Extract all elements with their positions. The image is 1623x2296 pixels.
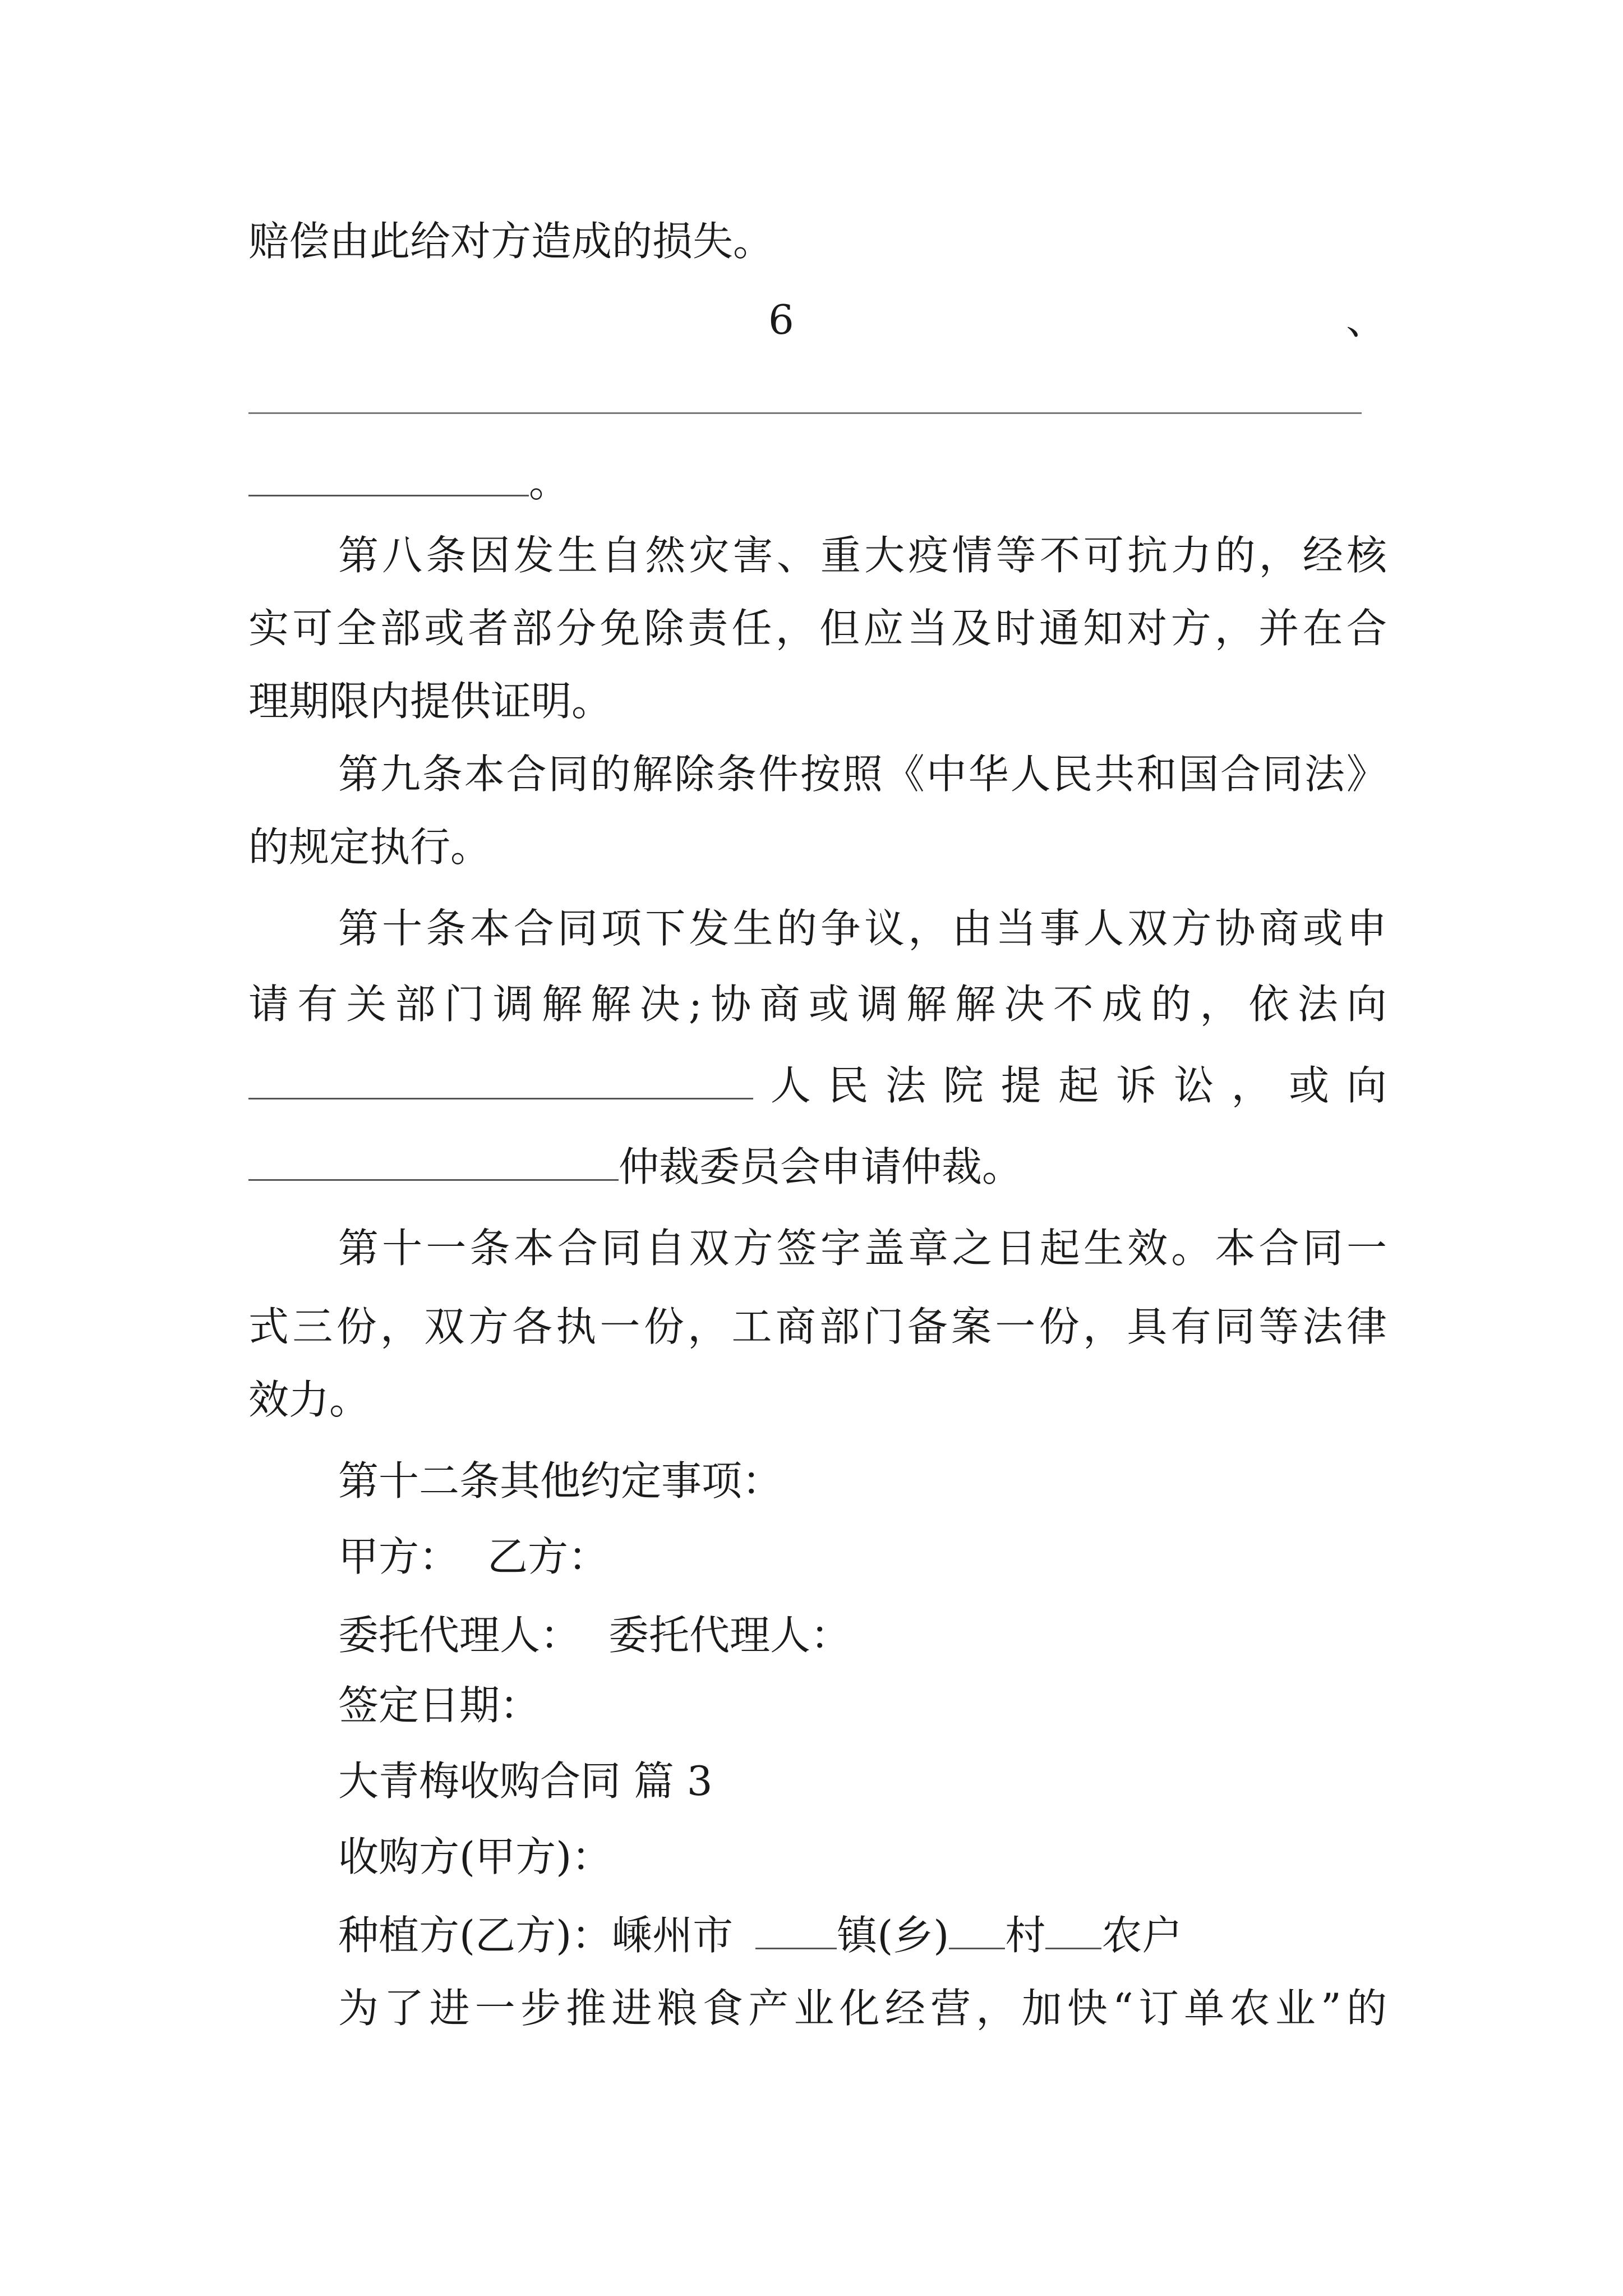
text-char: 快 xyxy=(1067,1985,1108,2032)
text-char: 合 xyxy=(1258,1225,1299,1272)
text-char: 推 xyxy=(566,1985,607,2032)
text-char: 一 xyxy=(995,1303,1036,1350)
text-char: 第 xyxy=(338,751,379,798)
text-char: 发 xyxy=(689,905,730,952)
text-char: 份 xyxy=(643,1303,684,1350)
grower-prefix: 种植方(乙方)：嵊州市 xyxy=(338,1912,734,1959)
text-char: 业 xyxy=(1275,1985,1316,2032)
paragraph-line: 赔偿由此给对方造成的损失。 xyxy=(248,218,774,265)
court-char: 讼 xyxy=(1173,1062,1214,1109)
text-char: ， xyxy=(1082,1303,1123,1350)
text-char: 方 xyxy=(1171,905,1212,952)
article-8-line-2 xyxy=(248,600,1387,656)
text-char: 合 xyxy=(506,751,547,798)
text-char: 责 xyxy=(688,605,728,652)
village-label: 村 xyxy=(1005,1912,1046,1959)
text-char: 解 xyxy=(906,981,947,1028)
text-char: “ xyxy=(1112,1985,1133,2032)
text-char: 一 xyxy=(426,1225,467,1272)
court-char: 向 xyxy=(1346,1062,1387,1109)
text-char: 疫 xyxy=(908,532,949,579)
text-char: 等 xyxy=(1258,1303,1299,1350)
text-char: 核 xyxy=(1346,532,1387,579)
text-char: 合 xyxy=(557,1225,598,1272)
text-char: 及 xyxy=(951,605,992,652)
text-char: 自 xyxy=(601,532,642,579)
article-9-line-1 xyxy=(338,746,1387,802)
text-char: 进 xyxy=(429,1985,470,2032)
text-char: 抗 xyxy=(1127,532,1168,579)
text-char: 向 xyxy=(1346,981,1387,1028)
text-char: 部 xyxy=(511,605,552,652)
text-char: 的 xyxy=(776,905,817,952)
court-char: 或 xyxy=(1289,1062,1330,1109)
text-char: 条 xyxy=(422,751,463,798)
text-char: 条 xyxy=(426,905,467,952)
text-char: 或 xyxy=(424,605,465,652)
text-char: 由 xyxy=(952,905,993,952)
text-char: 大 xyxy=(864,532,905,579)
text-char: 第 xyxy=(338,532,379,579)
item-number: 6 xyxy=(768,296,794,343)
text-char: 律 xyxy=(1346,1303,1387,1350)
text-char: 式 xyxy=(248,1303,289,1350)
article-11-line-3: 效力。 xyxy=(248,1376,370,1423)
text-char: 可 xyxy=(292,605,333,652)
text-char: 当 xyxy=(907,605,948,652)
parties-line xyxy=(338,1529,1387,1585)
town-label: 镇(乡) xyxy=(837,1912,949,1959)
item-mark: 、 xyxy=(1346,296,1387,343)
text-char: 人 xyxy=(1010,751,1051,798)
text-char: 除 xyxy=(674,751,715,798)
text-char: 人 xyxy=(1083,905,1124,952)
court-char: ， xyxy=(1231,1062,1272,1109)
agents-line xyxy=(338,1607,1387,1663)
sign-date-label: 签定日期： xyxy=(338,1682,541,1729)
text-char: 方 xyxy=(732,1225,773,1272)
text-char: 方 xyxy=(468,1303,509,1350)
text-char: 不 xyxy=(1039,532,1080,579)
text-char: 十 xyxy=(382,905,423,952)
text-char: 同 xyxy=(1262,751,1303,798)
text-char: 或 xyxy=(808,981,849,1028)
text-char: 调 xyxy=(857,981,898,1028)
text-char: 单 xyxy=(1184,1985,1225,2032)
text-char: 粮 xyxy=(657,1985,698,2032)
text-char: 同 xyxy=(1214,1303,1255,1350)
text-char: 等 xyxy=(995,532,1036,579)
text-char: 份 xyxy=(336,1303,377,1350)
text-char: 对 xyxy=(1127,605,1168,652)
text-char: 签 xyxy=(776,1225,817,1272)
text-char: 步 xyxy=(520,1985,561,2032)
text-char: 双 xyxy=(1127,905,1168,952)
text-char: 中 xyxy=(926,751,967,798)
text-char: 》 xyxy=(1346,751,1387,798)
text-char: 的 xyxy=(1215,532,1256,579)
text-char: 国 xyxy=(1178,751,1219,798)
text-char: 申 xyxy=(1346,905,1387,952)
text-char: 加 xyxy=(1021,1985,1062,2032)
text-char: 任 xyxy=(731,605,772,652)
text-char: 依 xyxy=(1248,981,1289,1028)
article-11-line-2 xyxy=(248,1299,1387,1355)
text-char: 议 xyxy=(864,905,905,952)
text-char: 一 xyxy=(1346,1225,1387,1272)
text-char: 效 xyxy=(1127,1225,1168,1272)
text-char: 当 xyxy=(995,905,1036,952)
text-char: 十 xyxy=(382,1225,423,1272)
text-char: 本 xyxy=(469,905,510,952)
article-8-line-3: 理期限内提供证明。 xyxy=(248,678,612,725)
text-char: 可 xyxy=(1083,532,1124,579)
text-char: 共 xyxy=(1094,751,1135,798)
text-char: 并 xyxy=(1258,605,1299,652)
text-char: 有 xyxy=(1170,1303,1211,1350)
text-char: 部 xyxy=(819,1303,860,1350)
text-char: 化 xyxy=(839,1985,880,2032)
town-blank xyxy=(755,1907,837,1949)
text-char: 同 xyxy=(601,1225,642,1272)
text-char: 一 xyxy=(600,1303,640,1350)
court-char: 起 xyxy=(1058,1062,1099,1109)
text-char: 灾 xyxy=(689,532,730,579)
text-char: 民 xyxy=(1052,751,1093,798)
text-char: 商 xyxy=(1258,905,1299,952)
text-char: 部 xyxy=(380,605,421,652)
text-char: 分 xyxy=(556,605,597,652)
text-char: 重 xyxy=(820,532,861,579)
text-char: 商 xyxy=(775,1303,816,1350)
court-char: 法 xyxy=(886,1062,926,1109)
text-char: 件 xyxy=(758,751,799,798)
text-char: 条 xyxy=(426,532,467,579)
text-char: 合 xyxy=(1346,605,1387,652)
article-12: 第十二条其他约定事项： xyxy=(338,1457,783,1504)
text-char: 下 xyxy=(645,905,686,952)
arbitration-blank xyxy=(248,1139,619,1181)
agent-b-label: 委托代理人： xyxy=(608,1612,851,1659)
text-char: 项 xyxy=(601,905,642,952)
text-char: 法 xyxy=(1297,981,1338,1028)
arbitration-text: 仲裁委员会申请仲裁。 xyxy=(619,1143,1023,1190)
text-char: 不 xyxy=(1053,981,1094,1028)
text-char: 业 xyxy=(794,1985,834,2032)
text-char: ， xyxy=(1200,981,1241,1028)
court-char: 民 xyxy=(828,1062,869,1109)
text-char: 生 xyxy=(557,532,598,579)
article-10-line-1 xyxy=(338,900,1387,956)
text-char: 同 xyxy=(548,751,589,798)
text-char: 营 xyxy=(930,1985,971,2032)
article-9-line-2: 的规定执行。 xyxy=(248,823,491,871)
text-char: 发 xyxy=(513,532,554,579)
farmer-label: 农户 xyxy=(1101,1912,1183,1959)
text-char: 进 xyxy=(611,1985,652,2032)
text-char: 者 xyxy=(468,605,509,652)
court-name-blank xyxy=(248,1057,753,1099)
text-char: ” xyxy=(1320,1985,1341,2032)
text-char: 份 xyxy=(1039,1303,1080,1350)
village-blank xyxy=(949,1907,1005,1949)
buyer-label: 收购方(甲方)： xyxy=(338,1833,612,1880)
text-char: 备 xyxy=(907,1303,948,1350)
text-char: ， xyxy=(1214,605,1255,652)
text-char: 解 xyxy=(591,981,631,1028)
text-char: 的 xyxy=(590,751,631,798)
text-char: 协 xyxy=(711,981,751,1028)
blank-terminator: 。 xyxy=(529,459,570,506)
text-char: 情 xyxy=(952,532,993,579)
text-char: ， xyxy=(1258,532,1299,579)
text-char: 起 xyxy=(1039,1225,1080,1272)
text-char: 知 xyxy=(1082,605,1123,652)
text-char: 全 xyxy=(336,605,377,652)
article-11-line-1 xyxy=(338,1220,1387,1276)
text-char: 的 xyxy=(1346,1985,1387,2032)
court-char: 提 xyxy=(1000,1062,1041,1109)
text-char: ， xyxy=(908,905,949,952)
text-char: 为 xyxy=(338,1985,379,2032)
court-char: 诉 xyxy=(1116,1062,1157,1109)
text-char: 生 xyxy=(732,905,773,952)
article-10-line-4 xyxy=(248,1139,1387,1195)
court-char: 院 xyxy=(943,1062,984,1109)
text-char: 华 xyxy=(968,751,1009,798)
text-char: 经 xyxy=(884,1985,925,2032)
paragraph-line xyxy=(248,454,1387,510)
text-char: 决 xyxy=(1004,981,1045,1028)
text-char: 但 xyxy=(819,605,860,652)
text-char: 在 xyxy=(1302,605,1343,652)
party-b-label: 乙方： xyxy=(487,1533,609,1580)
text-char: 八 xyxy=(382,532,423,579)
text-char: 因 xyxy=(469,532,510,579)
text-char: 或 xyxy=(1302,905,1343,952)
text-char: 之 xyxy=(952,1225,993,1272)
text-char: 有 xyxy=(297,981,338,1028)
text-char: 应 xyxy=(863,605,904,652)
text-char: 、 xyxy=(776,532,817,579)
text-char: 关 xyxy=(346,981,387,1028)
article-10-line-3 xyxy=(248,1057,1387,1114)
text-char: 一 xyxy=(474,1985,515,2032)
text-char: 订 xyxy=(1138,1985,1179,2032)
text-char: 调 xyxy=(493,981,534,1028)
text-char: 力 xyxy=(1171,532,1212,579)
text-char: 然 xyxy=(645,532,686,579)
text-char: 产 xyxy=(748,1985,789,2032)
agent-a-label: 委托代理人： xyxy=(338,1612,581,1659)
text-char: 门 xyxy=(444,981,485,1028)
text-char: ， xyxy=(380,1303,421,1350)
text-char: 合 xyxy=(513,905,554,952)
court-char: 人 xyxy=(770,1062,811,1109)
text-char: 通 xyxy=(1039,605,1080,652)
text-char: 《 xyxy=(884,751,925,798)
text-char: 盖 xyxy=(864,1225,905,1272)
text-char: 协 xyxy=(1215,905,1256,952)
text-char: 执 xyxy=(556,1303,597,1350)
text-char: ; xyxy=(688,981,703,1028)
text-char: 同 xyxy=(1302,1225,1343,1272)
text-char: 害 xyxy=(732,532,773,579)
text-char: 经 xyxy=(1302,532,1343,579)
text-char: 第 xyxy=(338,905,379,952)
text-char: 解 xyxy=(542,981,583,1028)
text-char: 日 xyxy=(995,1225,1036,1272)
text-char: 九 xyxy=(380,751,421,798)
text-char: 法 xyxy=(1302,1303,1343,1350)
text-char: 按 xyxy=(800,751,841,798)
contract-title: 大青梅收购合同 篇 3 xyxy=(338,1757,713,1805)
text-char: 商 xyxy=(759,981,800,1028)
fill-blank xyxy=(248,454,529,496)
text-char: 免 xyxy=(600,605,640,652)
text-char: 自 xyxy=(645,1225,686,1272)
text-char: 工 xyxy=(731,1303,772,1350)
text-char: 时 xyxy=(995,605,1036,652)
text-char: 争 xyxy=(820,905,861,952)
text-char: 案 xyxy=(951,1303,992,1350)
text-char: 生 xyxy=(1083,1225,1124,1272)
text-char: 。 xyxy=(1171,1225,1212,1272)
text-char: 实 xyxy=(248,605,289,652)
text-char: 字 xyxy=(820,1225,861,1272)
text-char: 事 xyxy=(1039,905,1080,952)
text-char: 解 xyxy=(955,981,996,1028)
text-char: 门 xyxy=(863,1303,904,1350)
text-char: 本 xyxy=(464,751,505,798)
text-char: 本 xyxy=(513,1225,554,1272)
text-char: ， xyxy=(775,605,816,652)
text-char: 决 xyxy=(639,981,680,1028)
text-char: 解 xyxy=(632,751,673,798)
text-char: 和 xyxy=(1136,751,1177,798)
text-char: 同 xyxy=(557,905,598,952)
text-char: 章 xyxy=(908,1225,949,1272)
text-char: 合 xyxy=(1220,751,1261,798)
text-char: ， xyxy=(976,1985,1017,2032)
text-char: 本 xyxy=(1215,1225,1256,1272)
text-char: 三 xyxy=(292,1303,333,1350)
text-char: 双 xyxy=(424,1303,465,1350)
text-char: 条 xyxy=(469,1225,510,1272)
party-a-label: 甲方： xyxy=(338,1533,460,1580)
intro-line xyxy=(338,1980,1387,2036)
text-char: 各 xyxy=(511,1303,552,1350)
text-char: 的 xyxy=(1151,981,1192,1028)
article-10-line-2 xyxy=(248,976,1387,1032)
text-char: 第 xyxy=(338,1225,379,1272)
text-char: 食 xyxy=(702,1985,743,2032)
text-char: 农 xyxy=(1229,1985,1270,2032)
text-char: 法 xyxy=(1304,751,1345,798)
text-char: 方 xyxy=(1170,605,1211,652)
text-char: 部 xyxy=(395,981,436,1028)
fill-blank-line xyxy=(248,412,1362,414)
text-char: 照 xyxy=(842,751,883,798)
text-char: 成 xyxy=(1101,981,1142,1028)
text-char: 了 xyxy=(384,1985,425,2032)
grower-line xyxy=(338,1907,1387,1963)
text-char: 条 xyxy=(716,751,757,798)
farmer-blank xyxy=(1045,1907,1101,1949)
text-char: ， xyxy=(688,1303,728,1350)
text-char: 双 xyxy=(689,1225,730,1272)
text-char: 除 xyxy=(643,605,684,652)
text-char: 具 xyxy=(1127,1303,1168,1350)
text-char: 请 xyxy=(248,981,289,1028)
article-8-line-1 xyxy=(338,527,1387,583)
